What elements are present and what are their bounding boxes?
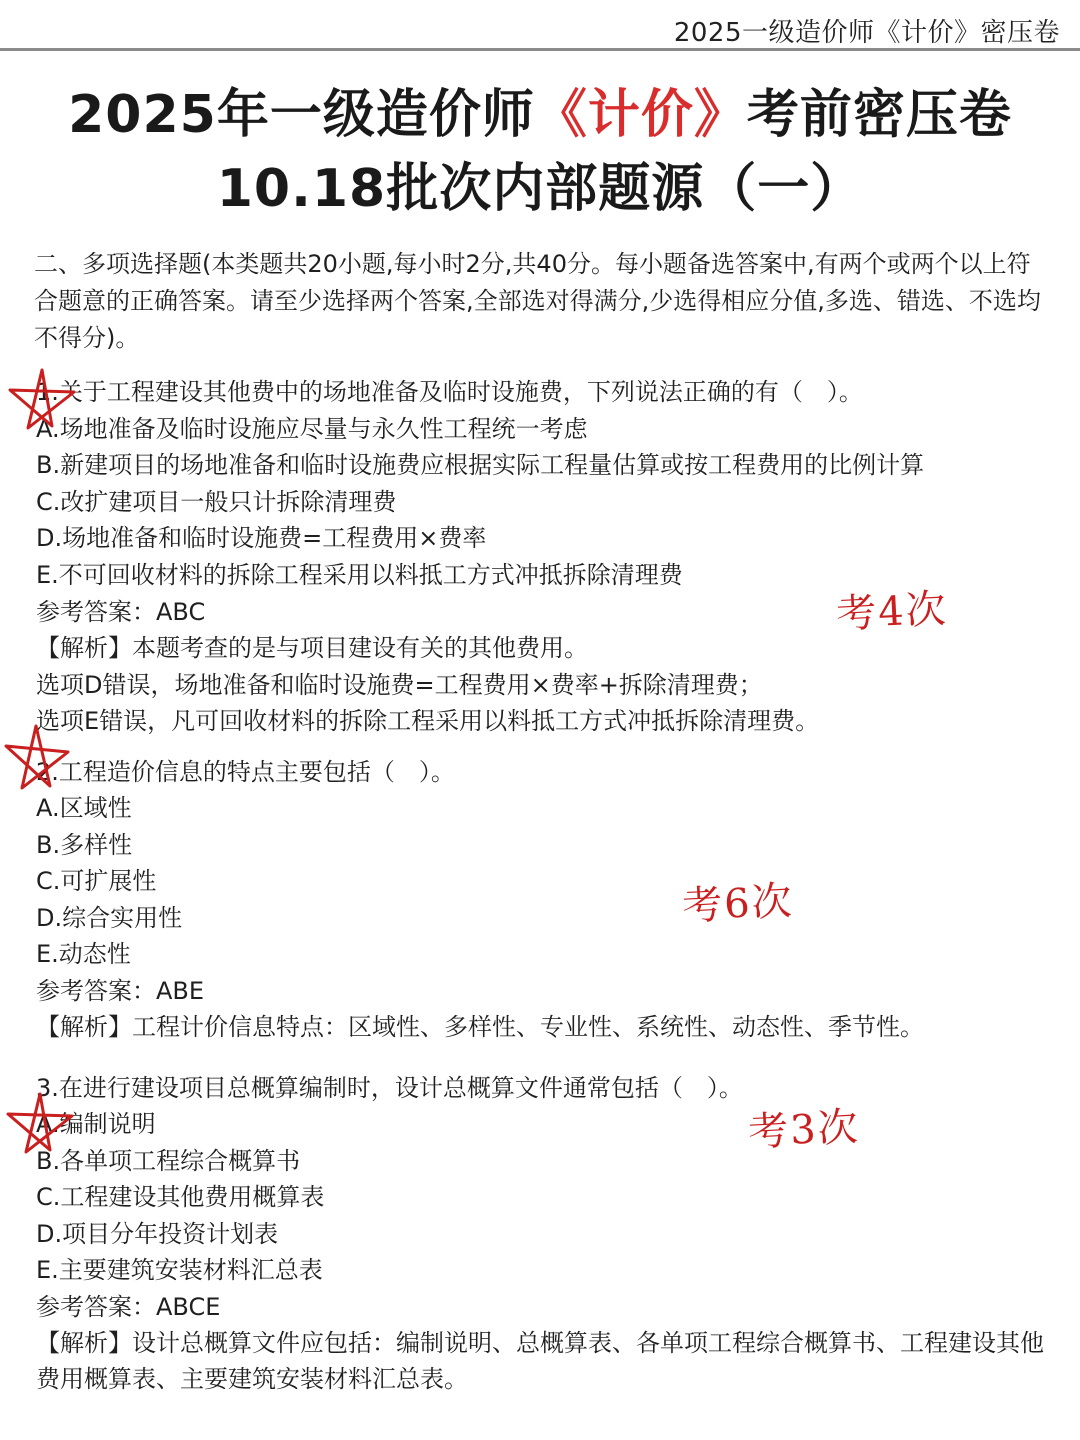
running-header: 2025一级造价师《计价》密压卷 xyxy=(673,18,1060,48)
handwritten-note-q1: 考4次 xyxy=(835,586,949,638)
question-2-analysis: 【解析】工程计价信息特点：区域性、多样性、专业性、系统性、动态性、季节性。 xyxy=(36,1013,924,1041)
question-1-answer: 参考答案：ABC xyxy=(36,598,206,626)
star-mark-icon-q3 xyxy=(4,1088,76,1160)
question-2-option-a: A.区域性 xyxy=(36,794,132,822)
question-2-option-d: D.综合实用性 xyxy=(36,904,183,932)
question-2-option-c: C.可扩展性 xyxy=(36,867,157,895)
question-2-option-b: B.多样性 xyxy=(36,831,133,859)
question-1-analysis-1: 【解析】本题考查的是与项目建设有关的其他费用。 xyxy=(36,634,588,662)
question-3-analysis: 【解析】设计总概算文件应包括：编制说明、总概算表、各单项工程综合概算书、工程建设其他费用概算表、主要建筑安装材料汇总表。 xyxy=(36,1329,1044,1393)
star-mark-icon-q2 xyxy=(2,722,74,794)
question-1-analysis-3: 选项E错误，凡可回收材料的拆除工程采用以料抵工方式冲抵拆除清理费。 xyxy=(36,707,820,735)
question-3-option-e: E.主要建筑安装材料汇总表 xyxy=(36,1256,323,1284)
question-1-option-b: B.新建项目的场地准备和临时设施费应根据实际工程量估算或按工程费用的比例计算 xyxy=(36,451,925,479)
title-line-2: 10.18批次内部题源（一） xyxy=(216,159,864,219)
title-line1-part1: 2025年一级造价师 xyxy=(68,85,535,145)
question-3-answer: 参考答案：ABCE xyxy=(36,1293,221,1321)
title-line-1 xyxy=(0,78,1080,152)
question-1-analysis-2: 选项D错误，场地准备和临时设施费=工程费用×费率+拆除清理费； xyxy=(36,671,763,699)
page-title xyxy=(0,78,1080,226)
question-3-option-c: C.工程建设其他费用概算表 xyxy=(36,1183,325,1211)
question-3-option-b: B.各单项工程综合概算书 xyxy=(36,1147,301,1175)
question-1-option-a: A.场地准备及临时设施应尽量与永久性工程统一考虑 xyxy=(36,415,588,443)
title-line1-part2: 考前密压卷 xyxy=(746,85,1012,145)
question-1-option-d: D.场地准备和临时设施费=工程费用×费率 xyxy=(36,524,487,552)
section-instructions: 二、多项选择题(本类题共20小题,每小时2分,共40分。每小题备选答案中,有两个或两个以上符合题意的正确答案。请至少选择两个答案,全部选对得满分,少选得相应分值,多选、错选、不选均不得分)。 xyxy=(34,250,1041,352)
question-2-option-e: E.动态性 xyxy=(36,940,131,968)
handwritten-note-q3: 考3次 xyxy=(747,1104,861,1156)
question-2-answer: 参考答案：ABE xyxy=(36,977,205,1005)
header-divider xyxy=(0,48,1080,51)
question-1-option-c: C.改扩建项目一般只计拆除清理费 xyxy=(36,488,397,516)
question-1-stem: 1.关于工程建设其他费中的场地准备及临时设施费，下列说法正确的有（ ）。 xyxy=(36,378,863,406)
title-accent: 《计价》 xyxy=(534,85,747,145)
question-3-option-a: A.编制说明 xyxy=(36,1110,156,1138)
question-1-option-e: E.不可回收材料的拆除工程采用以料抵工方式冲抵拆除清理费 xyxy=(36,561,683,589)
question-3-option-d: D.项目分年投资计划表 xyxy=(36,1220,279,1248)
handwritten-note-q2: 考6次 xyxy=(681,878,795,930)
star-mark-icon-q1 xyxy=(6,364,78,436)
question-2-stem: 2.工程造价信息的特点主要包括（ ）。 xyxy=(36,758,455,786)
question-3-stem: 3.在进行建设项目总概算编制时，设计总概算文件通常包括（ ）。 xyxy=(36,1074,743,1102)
